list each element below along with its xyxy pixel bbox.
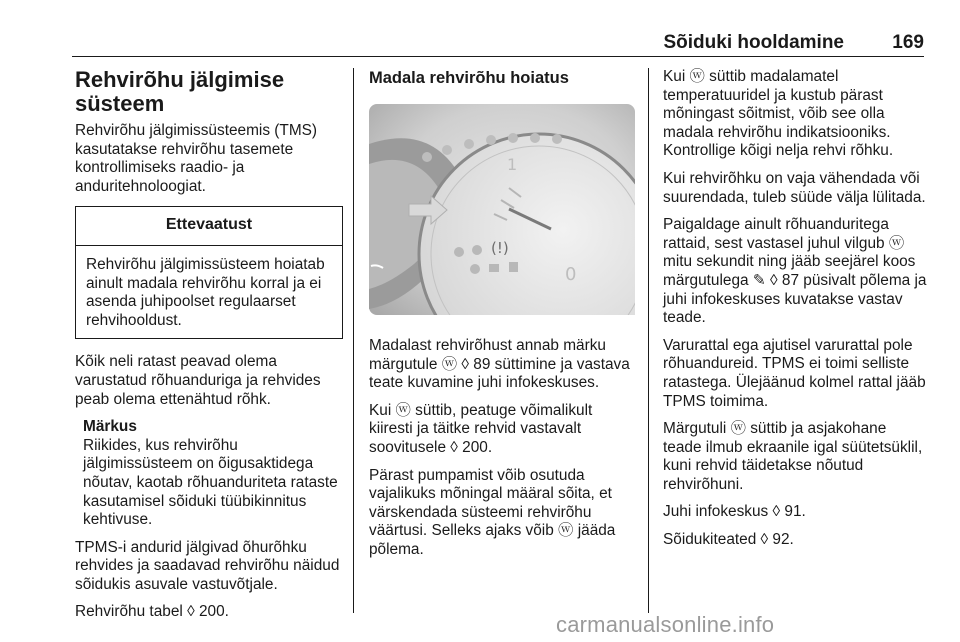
section-heading: Madala rehvirõhu hoiatus xyxy=(369,69,569,87)
paragraph: Varurattal ega ajutisel varurattal pole rõhuandureid. TPMS ei toimi selliste ratastega. Ülejäänud kolmel rattal jääb TPMS toimima. xyxy=(663,336,926,410)
caution-box xyxy=(75,206,343,339)
caution-title: Ettevaatust xyxy=(76,207,342,246)
note-title: Märkus xyxy=(83,418,137,436)
running-title: Sõiduki hooldamine xyxy=(663,32,844,53)
intro-paragraph: Rehvirõhu jälgimissüsteemis (TMS) kasutatakse rehvirõhu tasemete kontrollimiseks raadio- ja anduritehnoloogiat. xyxy=(75,122,318,195)
cross-reference: Rehvirõhu tabel ◊ 200. xyxy=(75,603,229,621)
caution-text: Rehvirõhu jälgimissüsteem hoiatab ainult madala rehvirõhu korral ja ei asenda juhipoolset regulaarset rehvihooldust. xyxy=(86,255,325,329)
note-block xyxy=(75,418,343,530)
column-2 xyxy=(369,68,635,569)
svg-text:0: 0 xyxy=(565,264,577,285)
paragraph: Kui ⓦ süttib, peatuge võimalikult kiiresti ja täitke rehvid vastavalt soovitusele ◊ 200. xyxy=(369,401,593,456)
instrument-cluster-image xyxy=(369,104,635,315)
note-text: Riikides, kus rehvirõhu jälgimissüsteem on õigusaktidega nõutav, kaotab rõhuanduriteta rataste kasutamisel sõiduki tüübikinnitus kehtivuse. xyxy=(83,436,338,529)
page-number: 169 xyxy=(892,32,924,53)
paragraph: Pärast pumpamist võib osutuda vajalikuks mõningal määral sõita, et värskendada süsteemi rehvirõhu väärtusi. Selleks ajaks võib ⓦ jääda põlema. xyxy=(369,466,616,558)
page-header xyxy=(72,32,924,57)
cross-reference: Sõidukiteated ◊ 92. xyxy=(663,531,794,549)
watermark: carmanualsonline.info xyxy=(556,612,775,637)
column-1 xyxy=(75,68,343,631)
paragraph: TPMS-i andurid jälgivad õhurõhku rehvides ja saadavad rehvirõhu näidud sõidukis asuvale vastuvõtjale. xyxy=(75,538,340,593)
svg-text:1: 1 xyxy=(507,155,518,174)
paragraph: Märgutuli ⓦ süttib ja asjakohane teade ilmub ekraanile igal süütetsüklil, kuni rehvid täidetakse nõutud rehvirõhuni. xyxy=(663,420,923,493)
paragraph: Madalast rehvirõhust annab märku märgutule ⓦ ◊ 89 süttimine ja vastava teate kuvamine juhi infokeskuses. xyxy=(369,337,630,392)
paragraph: Kõik neli ratast peavad olema varustatud rõhuanduriga ja rehvides peab olema ettenähtud rõhk. xyxy=(75,353,321,408)
paragraph: Paigaldage ainult rõhuanduritega rattaid, sest vastasel juhul vilgub ⓦ mitu sekundit ning jääb seejärel koos märgutulega ✎ ◊ 87 püsivalt põlema ja juhi infokeskuses kuvatakse vastav teade. xyxy=(663,216,927,327)
tpms-warning-icon: (!) xyxy=(491,239,509,257)
paragraph: Kui ⓦ süttib madalamatel temperatuuridel ja kustub pärast mõningast sõitmist, võib see olla madala rehvirõhu indikatsiooniks. Kontrollige kõigi nelja rehvi rõhku. xyxy=(663,68,894,160)
column-divider xyxy=(353,68,354,613)
cross-reference: Juhi infokeskus ◊ 91. xyxy=(663,503,806,521)
section-heading: Rehvirõhu jälgimise süsteem xyxy=(75,67,285,116)
paragraph: Kui rehvirõhku on vaja vähendada või suurendada, tuleb süüde välja lülitada. xyxy=(663,169,926,206)
column-3 xyxy=(663,68,928,559)
column-divider xyxy=(648,68,649,613)
